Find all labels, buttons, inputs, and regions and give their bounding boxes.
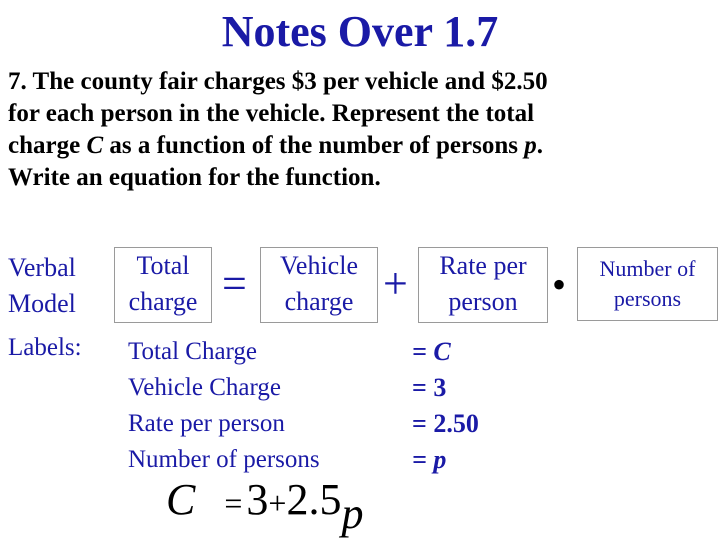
box-text: Total (136, 251, 190, 280)
plus-sign: + (383, 259, 408, 308)
box-text: charge (284, 287, 354, 316)
verbal-model-label (8, 250, 76, 322)
labels-values (412, 334, 479, 478)
box-text: person (448, 287, 518, 316)
verbal-label: Verbal (8, 253, 76, 282)
equals-sign: = (222, 259, 247, 308)
function-equation (166, 474, 364, 538)
label-name: Number of persons (128, 446, 320, 473)
problem-text: as a function of the number of persons (103, 132, 525, 159)
label-value: = 2.50 (412, 409, 479, 438)
label-value: = C (412, 337, 451, 366)
problem-statement (8, 66, 720, 194)
problem-line-1: 7. The county fair charges $3 per vehicle and $2.50 (8, 68, 548, 95)
model-label: Model (8, 289, 76, 318)
variable-c: C (86, 132, 104, 159)
label-name: Total Charge (128, 338, 258, 365)
vehicle-charge-box (260, 247, 378, 323)
box-text: persons (613, 286, 682, 311)
page-title: Notes Over 1.7 (221, 7, 499, 56)
problem-text: . (536, 132, 543, 159)
equation-variable: p (341, 489, 364, 538)
labels-heading: Labels: (8, 334, 82, 361)
label-value: = p (412, 445, 447, 474)
number-of-persons-box (577, 247, 718, 321)
labels-names (128, 334, 320, 478)
problem-line-2: for each person in the vehicle. Represent the total (8, 100, 535, 127)
box-text: Rate per (439, 251, 527, 280)
problem-line-3 (8, 130, 720, 162)
box-text: Vehicle (280, 251, 358, 280)
variable-p: p (524, 132, 537, 159)
label-value: = 3 (412, 373, 447, 402)
box-text: charge (128, 287, 198, 316)
problem-text: charge (8, 132, 87, 159)
total-charge-box (114, 247, 212, 323)
equation-plus: + (268, 485, 287, 521)
label-name: Vehicle Charge (128, 374, 281, 401)
equation-lhs: C (166, 475, 196, 524)
equation-equals: = (224, 485, 243, 521)
problem-line-4: Write an equation for the function. (8, 164, 381, 191)
multiply-dot: • (552, 262, 567, 307)
label-name: Rate per person (128, 410, 285, 437)
equation-constant: 3 (246, 475, 269, 524)
box-text: Number of (599, 256, 696, 281)
rate-per-person-box (418, 247, 548, 323)
equation-coefficient: 2.5 (286, 475, 342, 524)
